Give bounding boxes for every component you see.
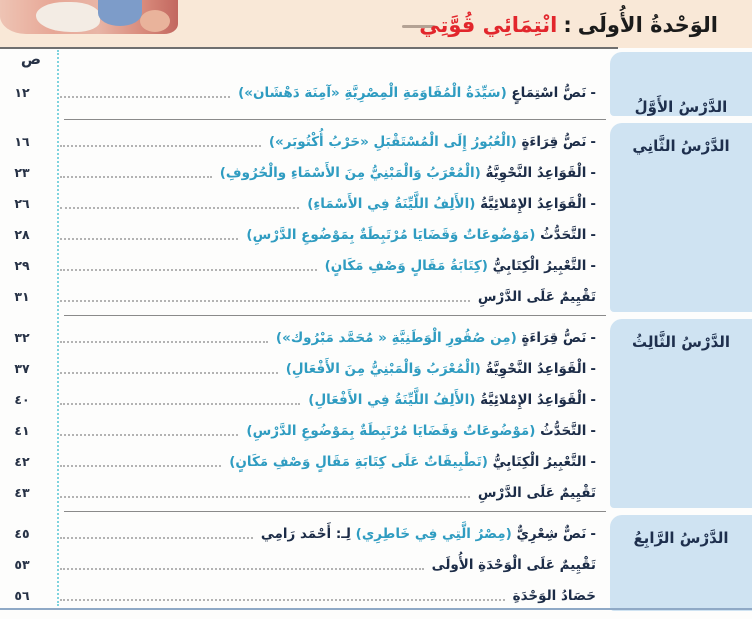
toc-item bbox=[0, 446, 610, 477]
toc-item-text: -نَصُّ قِرَاءَةٍ (مِن صُقُورِ الْوَطَنِيَّةِ « مُحَمَّد مَبْرُوك») bbox=[275, 329, 596, 346]
toc-item-text: -الْقَوَاعِدُ النَّحْوِيَّةُ (الْمُعْرَبُ وَالْمَبْنِيُّ مِنَ الأَسْمَاءِ والْحُرُوفِ) bbox=[219, 164, 596, 181]
lesson-label-2: الدَّرْسُ الثَّانِي bbox=[610, 123, 752, 312]
toc-item-text: -نَصُّ اسْتِمَاعٍ (سَيِّدَةُ الْمُقَاوَمَةِ الْمِصْرِيَّةِ «آمِنَة دَهْشَان») bbox=[238, 84, 596, 101]
toc-item bbox=[0, 580, 610, 611]
photo-blob-white bbox=[36, 2, 100, 32]
lesson-separator bbox=[64, 511, 606, 512]
lesson-separator bbox=[64, 119, 606, 120]
page-number: ٤١ bbox=[14, 423, 30, 438]
toc-item-text: -الْقَوَاعِدُ الإِمْلائِيَّةُ (الأَلِفُ اللَّيِّنَةُ فِي الأَفْعَالِ) bbox=[308, 391, 596, 408]
toc-item bbox=[0, 250, 610, 281]
dotted-leader bbox=[60, 529, 253, 539]
lesson-label-4: الدَّرْسُ الرَّابِعُ bbox=[610, 515, 752, 611]
page-number: ٤٥ bbox=[14, 526, 30, 541]
unit-title-text: انْتِمَائِي قُوَّتِي bbox=[419, 13, 558, 37]
page-number: ٣٧ bbox=[14, 361, 30, 376]
toc-item bbox=[0, 77, 610, 108]
toc-item bbox=[0, 415, 610, 446]
page-number: ٤٣ bbox=[14, 485, 30, 500]
toc-item bbox=[0, 281, 610, 312]
dotted-leader bbox=[60, 199, 299, 209]
dotted-leader bbox=[60, 488, 470, 498]
dotted-leader bbox=[60, 364, 278, 374]
toc-item bbox=[0, 219, 610, 250]
photo-fragment bbox=[0, 0, 178, 34]
page-number: ١٦ bbox=[14, 134, 30, 149]
dotted-leader bbox=[60, 230, 238, 240]
page-number: ٥٦ bbox=[14, 588, 30, 603]
lesson-content-2 bbox=[0, 123, 610, 312]
toc-item bbox=[0, 549, 610, 580]
dotted-leader bbox=[60, 88, 230, 98]
dotted-leader bbox=[60, 261, 317, 271]
toc-item-text: تَقْيِيمٌ عَلَى الدَّرْسِ bbox=[477, 484, 596, 501]
page-bottom-border bbox=[0, 608, 752, 610]
dotted-leader bbox=[60, 560, 424, 570]
lesson-content-1 bbox=[0, 74, 610, 116]
toc-item-text: -الْقَوَاعِدُ الإِمْلائِيَّةُ (الأَلِفُ اللَّيِّنَةُ فِي الأَسْمَاءِ) bbox=[307, 195, 596, 212]
toc-item-text: تَقْيِيمٌ عَلَى الْوَحْدَةِ الأُولَى bbox=[431, 556, 596, 573]
toc-item bbox=[0, 157, 610, 188]
toc-table bbox=[0, 48, 752, 611]
lesson-content-4 bbox=[0, 515, 610, 611]
dotted-leader bbox=[60, 168, 212, 178]
lesson-block-4 bbox=[0, 515, 752, 611]
lesson-block-1 bbox=[0, 74, 752, 116]
toc-item-text: -نَصٌّ شِعْرِيٌّ (مِصْرُ الَّتِي فِي خَاطِرِي) لِـ: أَحْمَد رَامِي bbox=[260, 525, 596, 542]
toc-item bbox=[0, 353, 610, 384]
page-number: ٢٨ bbox=[14, 227, 30, 242]
toc-item-text: -التَّعْبِيرُ الْكِتَابِيُّ (كِتَابَةُ مَقَالٍ وَصْفِ مَكَانٍ) bbox=[324, 257, 596, 274]
toc-item bbox=[0, 188, 610, 219]
page-number: ١٢ bbox=[14, 85, 30, 100]
toc-item-text: حَصَادُ الوَحْدَةِ bbox=[512, 587, 596, 604]
page-number: ٢٣ bbox=[14, 165, 30, 180]
toc-item-text: -نَصُّ قِرَاءَةٍ (الْعُبُورُ إِلَى الْمُسْتَقْبَلِ «حَرْبُ أُكْتُوبَر») bbox=[268, 133, 596, 150]
toc-item-text: -التَّحَدُّثُ (مَوْضُوعَاتٌ وَقَضَايَا مُرْتَبِطَةٌ بِمَوْضُوعِ الدَّرْسِ) bbox=[246, 422, 596, 439]
page-number: ٢٩ bbox=[14, 258, 30, 273]
dotted-leader bbox=[60, 457, 221, 467]
page-number: ٤٢ bbox=[14, 454, 30, 469]
photo-blob-blue bbox=[98, 0, 142, 26]
header-band bbox=[0, 0, 752, 48]
dotted-leader bbox=[60, 333, 268, 343]
toc-item bbox=[0, 518, 610, 549]
page-column-header: ص bbox=[20, 50, 42, 68]
lesson-label-1: الدَّرْسُ الأَوَّلُ bbox=[610, 52, 752, 116]
toc-item-text: -التَّعْبِيرُ الْكِتَابِيُّ (تَطْبِيقَاتٌ عَلَى كِتَابَةِ مَقَالٍ وَصْفِ مَكَانٍ) bbox=[229, 453, 596, 470]
page-number: ٢٦ bbox=[14, 196, 30, 211]
lesson-block-3 bbox=[0, 319, 752, 508]
toc-item bbox=[0, 477, 610, 508]
page-number: ٣٢ bbox=[14, 330, 30, 345]
page-number: ٣١ bbox=[14, 289, 30, 304]
dotted-leader bbox=[60, 292, 470, 302]
toc-item-text: -الْقَوَاعِدُ النَّحْوِيَّةُ (الْمُعْرَبُ وَالْمَبْنِيُّ مِنَ الأَفْعَالِ) bbox=[285, 360, 596, 377]
toc-item-text: تَقْيِيمٌ عَلَى الدَّرْسِ bbox=[477, 288, 596, 305]
dotted-leader bbox=[60, 395, 300, 405]
lesson-block-2 bbox=[0, 123, 752, 312]
dotted-leader bbox=[60, 137, 261, 147]
page-number: ٥٣ bbox=[14, 557, 30, 572]
toc-item bbox=[0, 322, 610, 353]
toc-item bbox=[0, 384, 610, 415]
photo-blob-skin bbox=[140, 10, 170, 32]
lesson-content-3 bbox=[0, 319, 610, 508]
lesson-label-3: الدَّرْسُ الثَّالِثُ bbox=[610, 319, 752, 508]
toc-item bbox=[0, 126, 610, 157]
unit-title-separator: : bbox=[563, 13, 572, 37]
dotted-leader bbox=[60, 426, 238, 436]
unit-title bbox=[419, 6, 718, 44]
lesson-separator bbox=[64, 315, 606, 316]
dotted-leader bbox=[60, 591, 505, 601]
unit-label: الوَحْدةُ الأُولَى bbox=[577, 13, 718, 37]
toc-item-text: -التَّحَدُّثُ (مَوْضُوعَاتٌ وَقَضَايَا مُرْتَبِطَةٌ بِمَوْضُوعِ الدَّرْسِ) bbox=[246, 226, 596, 243]
page-number: ٤٠ bbox=[14, 392, 30, 407]
